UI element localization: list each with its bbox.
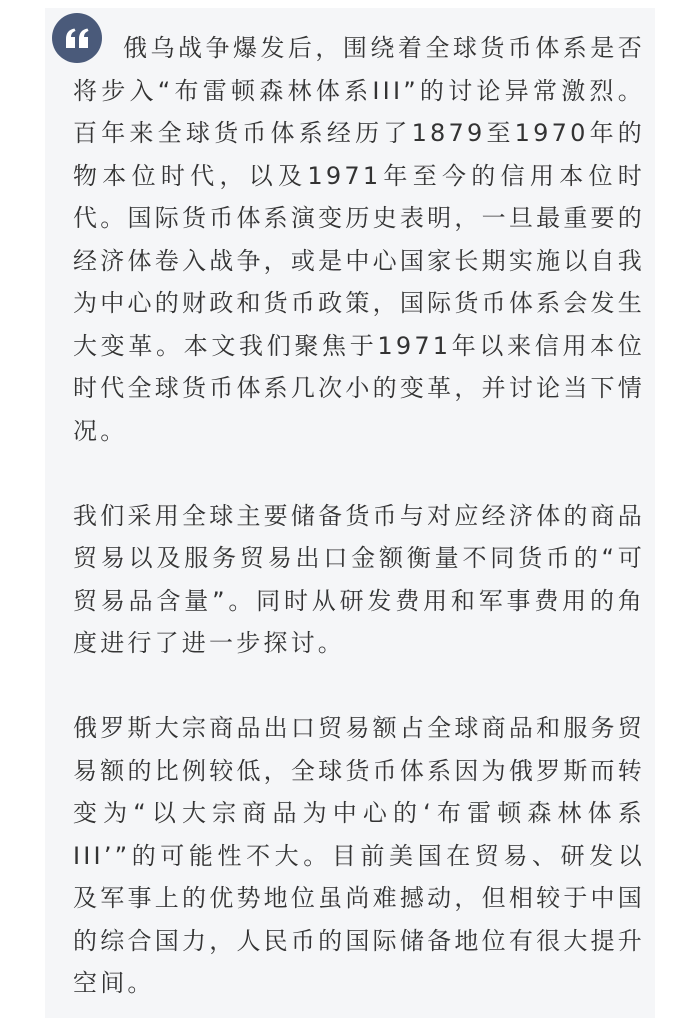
paragraph-1: 俄乌战争爆发后，围绕着全球货币体系是否将步入“布雷顿森林体系III”的讨论异常激烈。百年来全球货币体系经历了1879至1970年的物本位时代，以及1971年至今的信用本位时代。国际货币体系演变历史表明，一旦最重要的经济体卷入战争，或是中心国家长期实施以自我为中心的财政和货币政策，国际货币体系会发生大变革。本文我们聚焦于1971年以来信用本位时代全球货币体系几次小的变革，并讨论当下情况。: [73, 34, 645, 445]
quote-body: [73, 27, 645, 1005]
paragraph-3: 俄罗斯大宗商品出口贸易额占全球商品和服务贸易额的比例较低，全球货币体系因为俄罗斯而转变为“以大宗商品为中心的‘布雷顿森林体系III’”的可能性不大。目前美国在贸易、研发以及军事上的优势地位虽尚难撼动，但相较于中国的综合国力，人民币的国际储备地位有很大提升空间。: [73, 714, 645, 997]
paragraph-2: 我们采用全球主要储备货币与对应经济体的商品贸易以及服务贸易出口金额衡量不同货币的“可贸易品含量”。同时从研发费用和军事费用的角度进行了进一步探讨。: [73, 501, 645, 657]
